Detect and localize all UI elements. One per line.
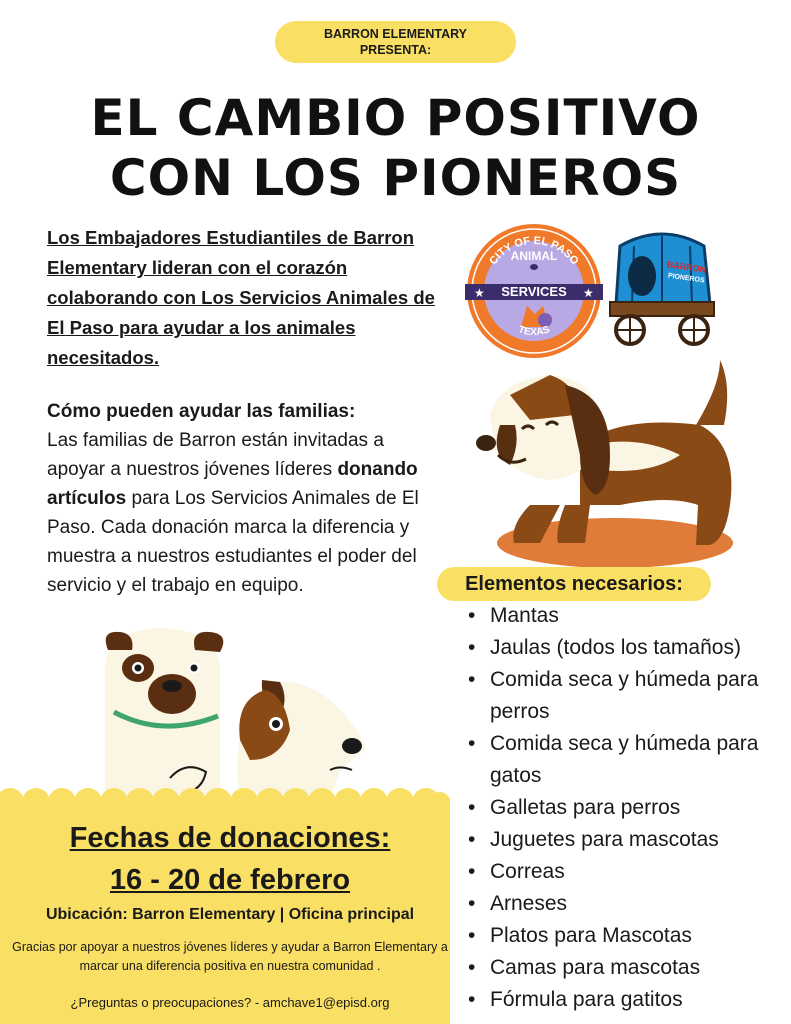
donation-dates: 16 - 20 de febrero <box>109 864 351 896</box>
svg-text:TEXAS: TEXAS <box>516 324 552 339</box>
how-text-bold: donando artículos <box>47 459 418 509</box>
title-line-2: CON LOS PIONEROS <box>109 149 682 207</box>
how-text-before: Las familias de Barron están invitadas a apoyar a nuestros jóvenes líderes <box>47 430 384 480</box>
svg-text:★: ★ <box>474 286 485 300</box>
list-item: • Comida seca y húmeda para gatos <box>468 728 783 792</box>
list-item: • Correas <box>468 856 783 888</box>
list-item: • Mantas <box>468 600 783 632</box>
pioneer-wagon-image <box>606 226 718 352</box>
thanks-text: Gracias por apoyar a nuestros jóvenes líderes y ayudar a Barron Elementary a marcar una diferencia positiva en nuestra comunidad . <box>12 940 448 973</box>
donation-location: Ubicación: Barron Elementary | Oficina principal <box>45 906 415 923</box>
list-item: • Fórmula para gatitos <box>468 984 783 1016</box>
two-puppies-illustration <box>90 620 370 800</box>
list-item: • Platos para Mascotas <box>468 920 783 952</box>
svg-text:CITY OF EL PASO: CITY OF EL PASO <box>487 234 581 268</box>
how-heading: Cómo pueden ayudar las familias: <box>47 401 356 422</box>
svg-text:BARRON: BARRON <box>666 259 707 275</box>
donation-title: Fechas de donaciones: <box>69 822 391 854</box>
playful-dog-illustration <box>470 355 745 570</box>
banner-line-2: PRESENTA: <box>359 43 432 57</box>
page-title <box>0 88 791 208</box>
header-banner <box>275 21 516 63</box>
how-text-after: para Los Servicios Animales de El Paso. Cada donación marca la diferencia y muestra a nuestros estudiantes el poder del servicio y el trabajo en equipo. <box>47 488 419 596</box>
intro-paragraph: Los Embajadores Estudiantiles de Barron Elementary lideran con el corazón colaborando con Los Servicios Animales de El Paso para ayudar a los animales necesitados. <box>47 227 435 368</box>
animal-services-logo <box>465 222 603 360</box>
list-item: • Jaulas (todos los tamaños) <box>468 632 783 664</box>
list-item: • Galletas para perros <box>468 792 783 824</box>
list-item: • Comida seca y húmeda para perros <box>468 664 783 728</box>
svg-text:SERVICES: SERVICES <box>501 284 567 299</box>
items-heading: Elementos necesarios: <box>437 567 711 601</box>
contact-text: ¿Preguntas o preocupaciones? - amchave1@episd.org <box>70 995 390 1010</box>
banner-line-1: BARRON ELEMENTARY <box>323 27 468 41</box>
svg-text:ANIMAL: ANIMAL <box>510 249 558 263</box>
list-item: • Arneses <box>468 888 783 920</box>
title-line-1: EL CAMBIO POSITIVO <box>90 89 701 147</box>
items-list <box>468 600 783 1016</box>
list-item: • Juguetes para mascotas <box>468 824 783 856</box>
how-paragraph <box>47 426 437 600</box>
list-item: • Camas para mascotas <box>468 952 783 984</box>
svg-text:★: ★ <box>583 286 594 300</box>
svg-text:PIONEROS: PIONEROS <box>667 272 705 285</box>
